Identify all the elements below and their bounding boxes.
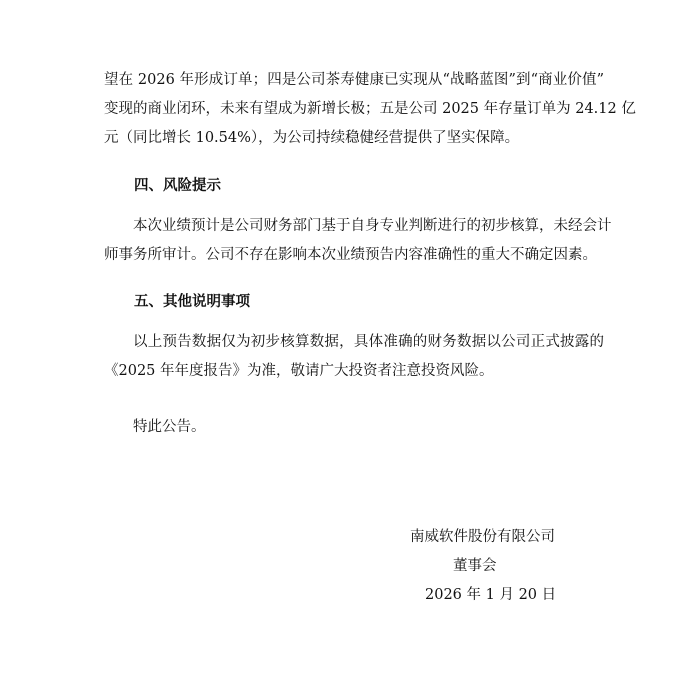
risk-line-1: 本次业绩预计是公司财务部门基于自身专业判断进行的初步核算，未经会计	[133, 218, 612, 234]
intro-line-2: 变现的商业闭环，未来有望成为新增长极；五是公司 2025 年存量订单为 24.12 亿	[104, 101, 636, 117]
intro-paragraph	[104, 66, 636, 153]
signature-date: 2026 年 1 月 20 日	[425, 587, 557, 603]
other-line-2: 《2025 年年度报告》为准，敬请广大投资者注意投资风险。	[104, 363, 494, 379]
closing-statement: 特此公告。	[133, 419, 206, 435]
signature-board: 董事会	[453, 558, 497, 574]
intro-line-1: 望在 2026 年形成订单；四是公司茶寿健康已实现从“战略蓝图”到“商业价值”	[104, 72, 604, 88]
section-heading-risk: 四、风险提示	[134, 177, 221, 194]
section-heading-other: 五、其他说明事项	[134, 293, 250, 310]
risk-line-2: 师事务所审计。公司不存在影响本次业绩预告内容准确性的重大不确定因素。	[104, 247, 597, 263]
signature-company: 南威软件股份有限公司	[410, 529, 555, 545]
intro-line-3: 元（同比增长 10.54%），为公司持续稳健经营提供了坚实保障。	[104, 130, 520, 146]
other-line-1: 以上预告数据仅为初步核算数据，具体准确的财务数据以公司正式披露的	[133, 334, 604, 350]
other-paragraph	[104, 328, 604, 386]
risk-paragraph	[104, 212, 612, 270]
